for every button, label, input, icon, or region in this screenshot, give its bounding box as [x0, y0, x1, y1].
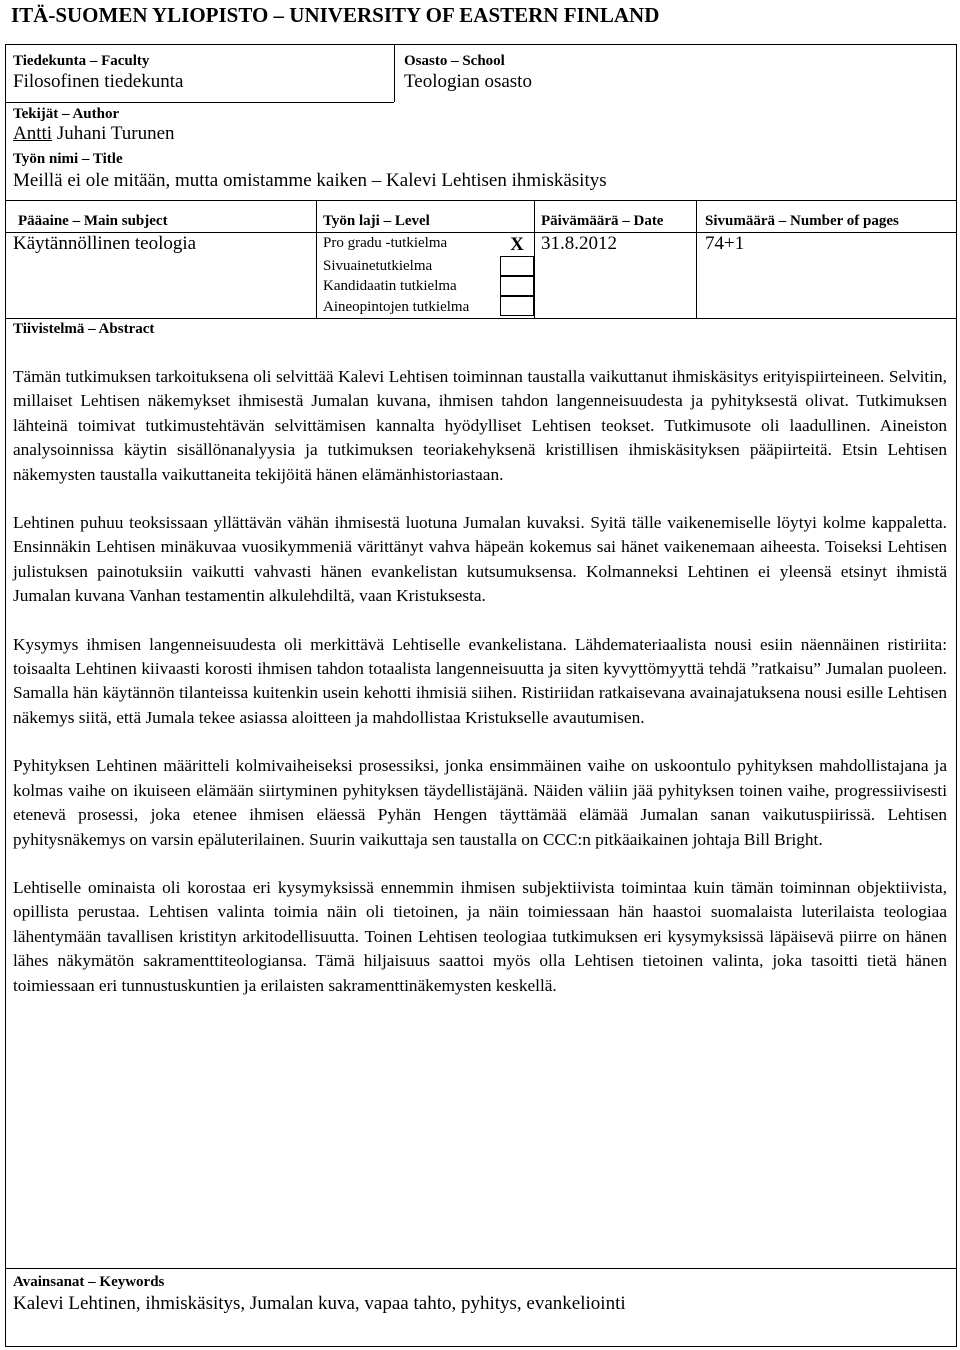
- subject-level-divider: [316, 200, 317, 318]
- abstract-body: [13, 365, 947, 998]
- level-checkbox-1[interactable]: X: [510, 234, 524, 255]
- abstract-paragraph-5: Lehtiselle ominaista oli korostaa eri kysymyksissä ennemmin ihmisen subjektiivista toimintaa kuin tämän toiminnan objektiivista, opillista perustaa. Lehtisen valinta toimia näin oli tietoinen, ja näin toimiessaan hän haastoi suomalaista luterilaista teologiaa lähentymään tavallisen kristityn arkitodellisuutta. Toinen Lehtisen teologiaa tutkimuksen eri kysymyksissä läpäisevä piirre on hänen lähes näkymätön sakramenttiteologiansa. Tämä hiljaisuus saattoi myös olla Lehtisen tietoinen valinta, joka tasoitti tietä hänen toimiessaan eri tunnustuskuntien ja erilaisten sakramenttinäkemysten keskellä.: [13, 877, 947, 995]
- abstract-paragraph-2: Lehtinen puhuu teoksissaan yllättävän vähän ihmisestä luotuna Jumalan kuvaksi. Syitä tälle vaikenemiselle löytyi kolme kappaletta. Ensinnäkin Lehtisen minäkuvaa vuosikymmeniä värittänyt vahva häpeän kokemus sai hänet vaikenemaan aiheesta. Toiseksi Lehtisen julistuksen painotuksiin vaikutti vahvasti hänen evankelistan kutsumuksensa. Kolmanneksi Lehtinen ei yleensä etsinyt ihmistä Jumalan kuvana Vanhan testamentin alkulehdiltä, vaan Kristuksesta.: [13, 513, 947, 606]
- bottom-rule: [5, 1346, 957, 1347]
- abstract-top-rule: [5, 318, 956, 319]
- level-date-divider: [534, 200, 535, 318]
- abstract-label: Tiivistelmä – Abstract: [13, 321, 155, 337]
- school-value: Teologian osasto: [404, 71, 532, 92]
- abstract-paragraph-1: Tämän tutkimuksen tarkoituksena oli selvittää Kalevi Lehtisen toiminnan taustalla vaikuttanut ihmiskäsitys erityispiirteineen. Selvitin, millaiset Lehtisen näkemykset ihmisestä Jumalan kuvana, ihmisen tahdon langenneisuudesta ja pyhityksestä olivat. Tutkimuksen lähteinä toimivat tutkimustehtävän selvittämisen kannalta hyödylliset Lehtisen teokset. Tutkimusote oli laadullinen. Aineiston analysoinnissa käytin sisällönanalyysia ja tutkimuksen teoriakehyksenä kristillisen ihmiskäsityksen pääpiirteitä. Etsin Lehtisen näkemysten taustalla vaikuttaneita tekijöitä hänen elämänhistoriastaan.: [13, 367, 947, 484]
- keywords-value: Kalevi Lehtinen, ihmiskäsitys, Jumalan kuva, vapaa tahto, pyhitys, evankeliointi: [13, 1293, 626, 1314]
- abstract-paragraph-4: Pyhityksen Lehtinen määritteli kolmivaiheiseksi prosessiksi, jonka ensimmäinen vaihe on uskoontulo pyhityksen mahdollistajana ja kolmas vaihe on ikuiseen elämään siirtyminen pyhityksen täydellistäjänä. Näiden väliin jää pyhityksen toinen vaihe, progressiivisesti etenevä prosessi, joka etenee ihmisen eläessä Pyhän Hengen täyttämää elämää Jumalan sanan vaikutuspiirissä. Lehtisen pyhitysnäkemys on varsin epäluterilainen. Suurin vaikuttaja sen taustalla on CCC:n pitkäaikainen johtaja Bill Bright.: [13, 756, 947, 849]
- top-rule: [5, 44, 956, 45]
- faculty-row-rule: [5, 102, 394, 103]
- level-checkbox-3[interactable]: [500, 276, 534, 296]
- level-checkbox-2[interactable]: [500, 256, 534, 276]
- left-rule: [5, 44, 6, 1346]
- author-value: [13, 123, 175, 145]
- university-heading: ITÄ-SUOMEN YLIOPISTO – UNIVERSITY OF EASTERN FINLAND: [11, 3, 660, 27]
- main-subject-value: Käytännöllinen teologia: [13, 233, 197, 254]
- title-row-rule: [5, 200, 956, 201]
- author-label: Tekijät – Author: [13, 106, 120, 122]
- right-rule: [956, 44, 957, 1346]
- level-checkbox-4[interactable]: [500, 296, 534, 316]
- title-label: Työn nimi – Title: [13, 151, 123, 167]
- main-subject-label: Pääaine – Main subject: [18, 213, 168, 229]
- date-pages-divider: [696, 200, 697, 318]
- abstract-paragraph-3: Kysymys ihmisen langenneisuudesta oli merkittävä Lehtiselle evankelistana. Lähdemateriaalista nousi esiin näennäinen ristiriita: toisaalta Lehtinen kiivaasti korosti ihmisen tahdon totaalista langenneisuutta ja siten kyvyttömyyttä tehdä ”ratkaisu” Jumalan puoleen. Samalla hän käytännön tilanteissa kuitenkin usein kehotti ihmisiä siihen. Ristiriidan ratkaisevana avainajatuksena nousi esille Lehtisen näkemys siitä, että Jumala tekee asiassa aloitteen ja mahdollistaa Kristukselle avautumisen.: [13, 634, 947, 727]
- faculty-value: Filosofinen tiedekunta: [13, 71, 184, 92]
- keywords-label: Avainsanat – Keywords: [13, 1274, 165, 1290]
- faculty-label: Tiedekunta – Faculty: [13, 53, 150, 69]
- faculty-school-divider: [394, 44, 395, 102]
- level-option-2: Sivuainetutkielma: [323, 258, 433, 274]
- author-first-name: Antti: [13, 123, 53, 144]
- level-option-4: Aineopintojen tutkielma: [323, 299, 470, 315]
- date-label: Päivämäärä – Date: [541, 213, 664, 229]
- author-rest-name: Juhani Turunen: [52, 123, 175, 144]
- keywords-top-rule: [5, 1268, 956, 1269]
- school-label: Osasto – School: [404, 53, 505, 69]
- level-label: Työn laji – Level: [323, 213, 430, 229]
- pages-label: Sivumäärä – Number of pages: [705, 213, 899, 229]
- level-option-1: Pro gradu -tutkielma: [323, 235, 448, 251]
- pages-value: 74+1: [705, 233, 745, 254]
- title-value: Meillä ei ole mitään, mutta omistamme kaiken – Kalevi Lehtisen ihmiskäsitys: [13, 170, 607, 191]
- level-option-3: Kandidaatin tutkielma: [323, 278, 457, 294]
- date-value: 31.8.2012: [541, 233, 617, 254]
